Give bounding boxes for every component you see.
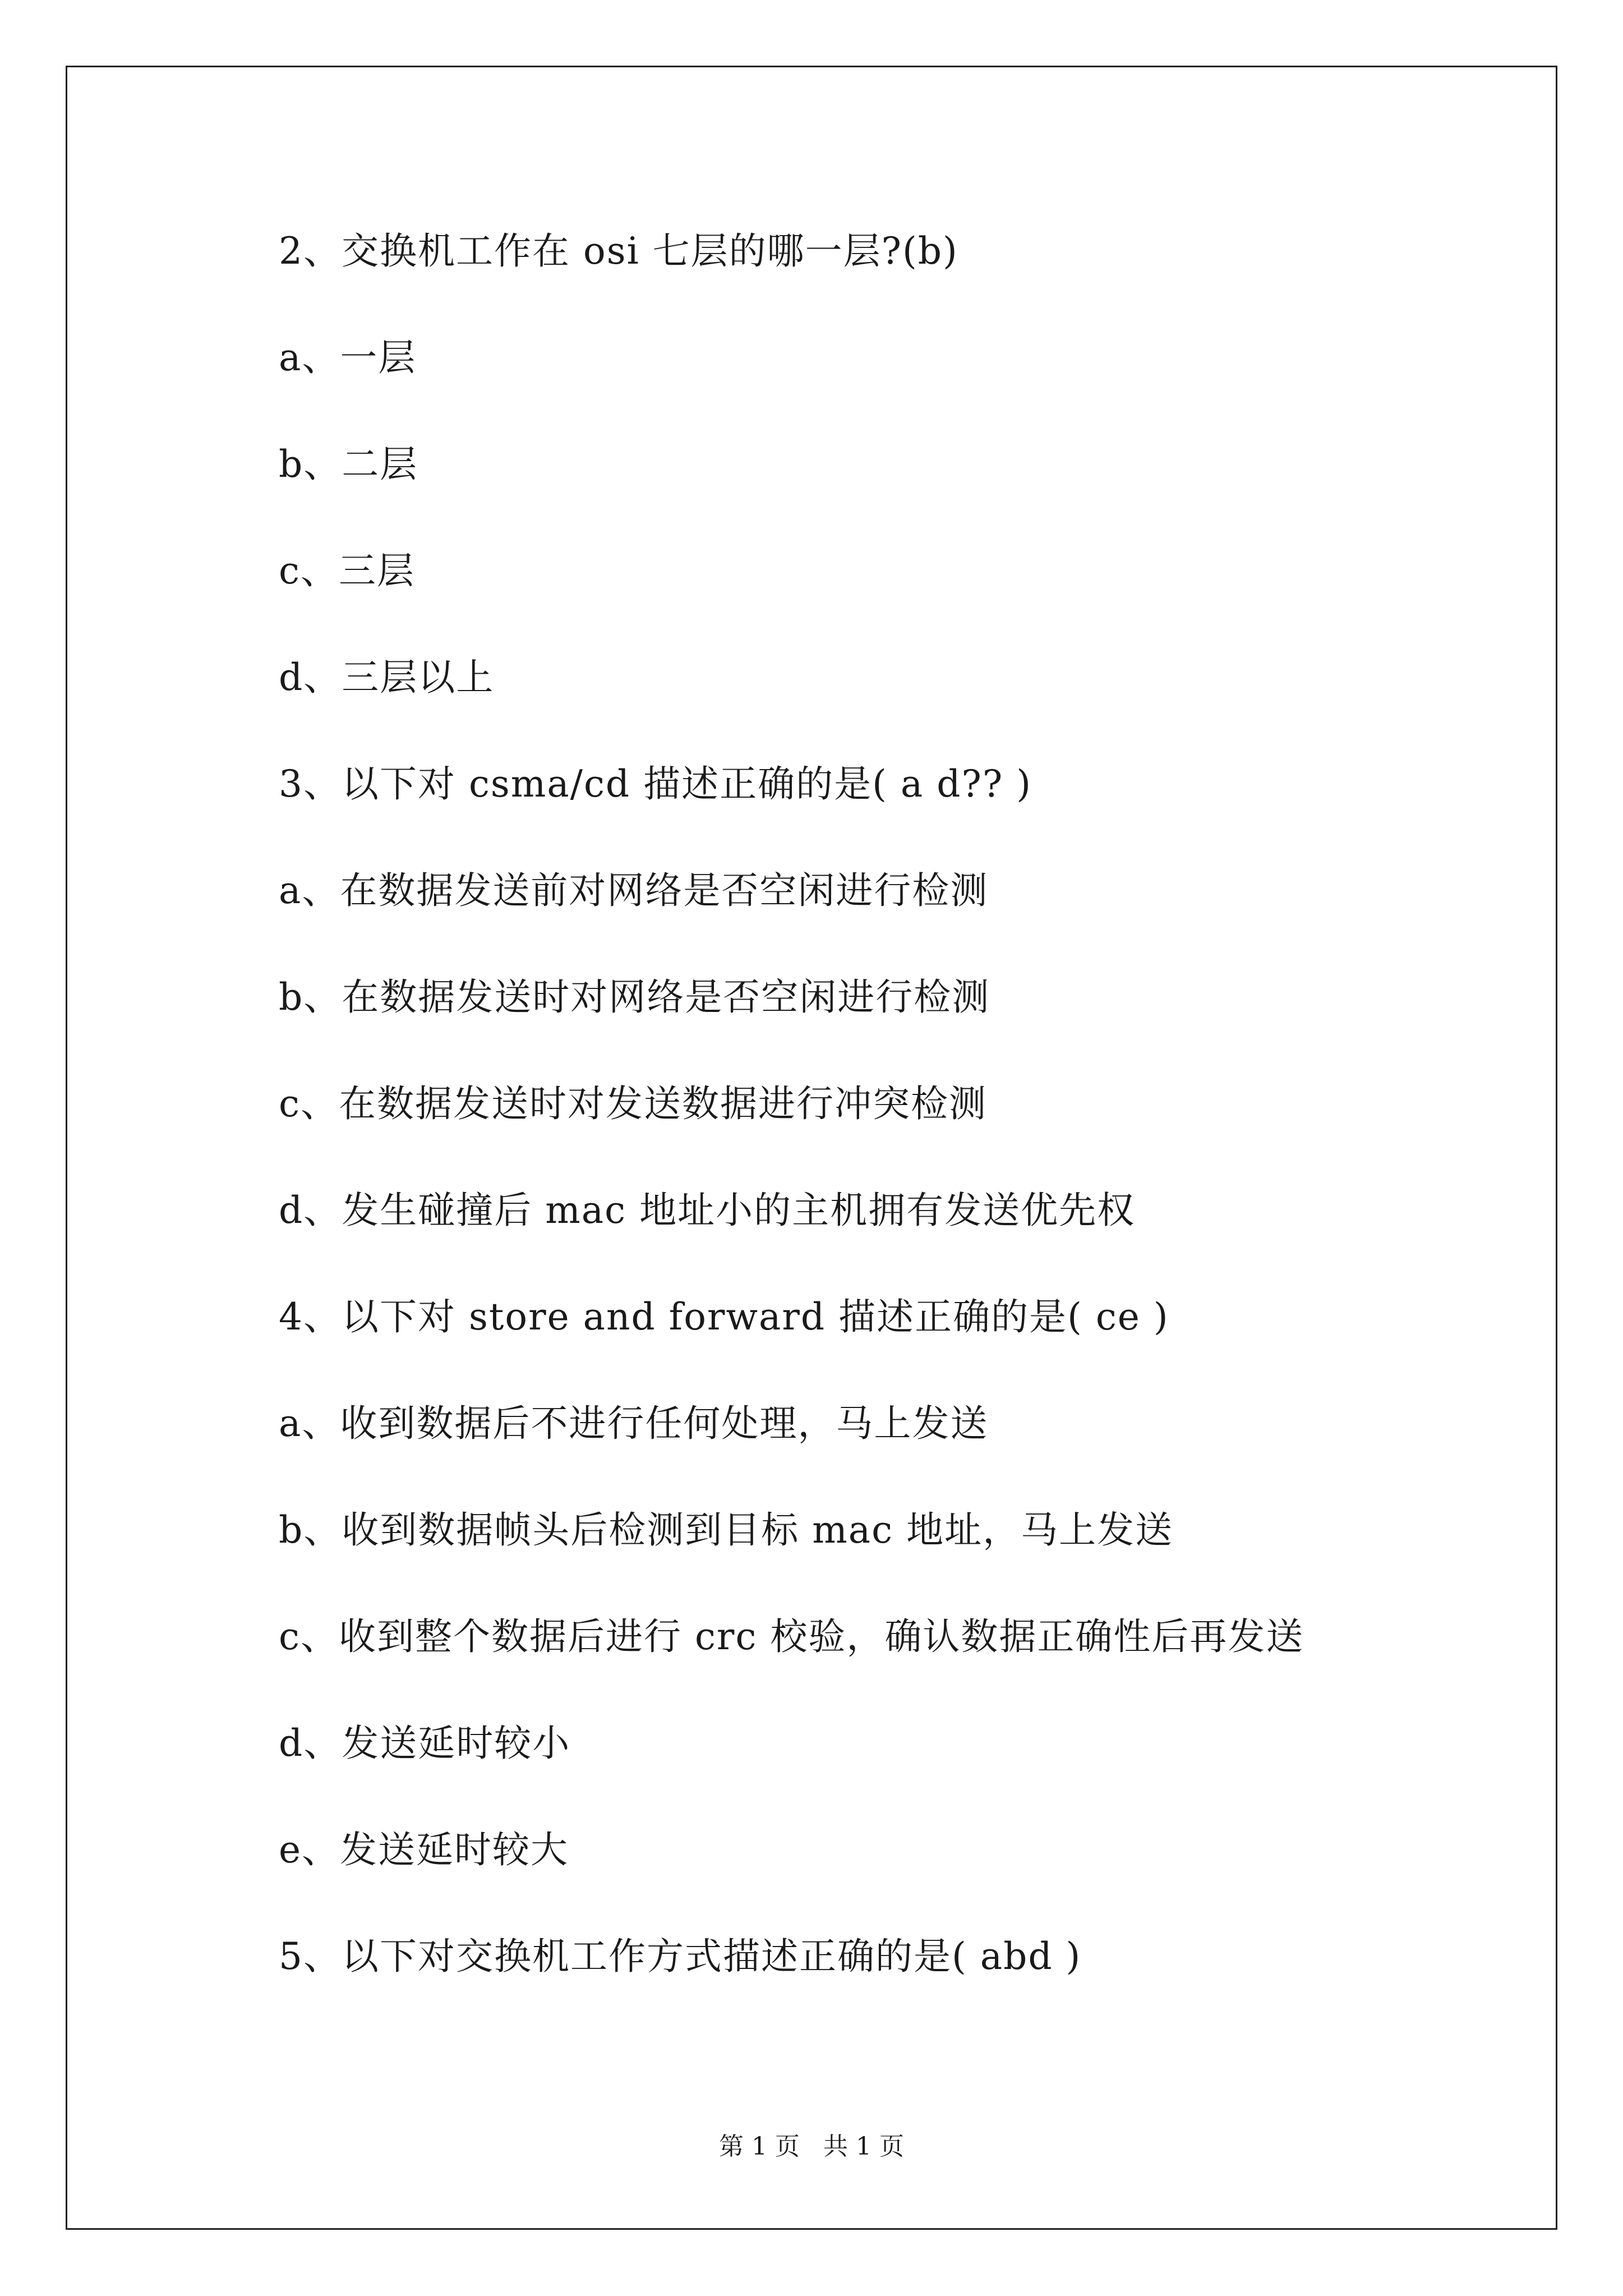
question-2-option-a: a、一层 <box>279 336 417 379</box>
question-4-option-e: e、发送延时较大 <box>279 1828 569 1871</box>
question-3-option-a: a、在数据发送前对网络是否空闲进行检测 <box>279 869 989 912</box>
question-3-option-b: b、在数据发送时对网络是否空闲进行检测 <box>279 976 990 1019</box>
question-4-option-d: d、发送延时较小 <box>279 1722 571 1765</box>
question-4-option-b: b、收到数据帧头后检测到目标 mac 地址，马上发送 <box>279 1508 1174 1552</box>
question-2-option-d: d、三层以上 <box>279 656 495 699</box>
question-2-option-b: b、二层 <box>279 443 418 486</box>
question-3-option-d: d、发生碰撞后 mac 地址小的主机拥有发送优先权 <box>279 1189 1136 1232</box>
question-2-option-c: c、三层 <box>279 549 415 592</box>
question-4-option-a: a、收到数据后不进行任何处理，马上发送 <box>279 1402 989 1445</box>
page-footer: 第 1 页 共 1 页 <box>719 2132 904 2161</box>
question-3-title: 3、以下对 csma/cd 描述正确的是( a d?? ) <box>279 762 1032 806</box>
question-5-title: 5、以下对交换机工作方式描述正确的是( abd ) <box>279 1935 1082 1978</box>
question-2-title: 2、交换机工作在 osi 七层的哪一层?(b) <box>279 229 958 273</box>
question-4-option-c: c、收到整个数据后进行 crc 校验，确认数据正确性后再发送 <box>279 1615 1304 1658</box>
question-3-option-c: c、在数据发送时对发送数据进行冲突检测 <box>279 1082 987 1125</box>
question-4-title: 4、以下对 store and forward 描述正确的是( ce ) <box>279 1295 1169 1338</box>
question-list <box>279 223 1304 2035</box>
